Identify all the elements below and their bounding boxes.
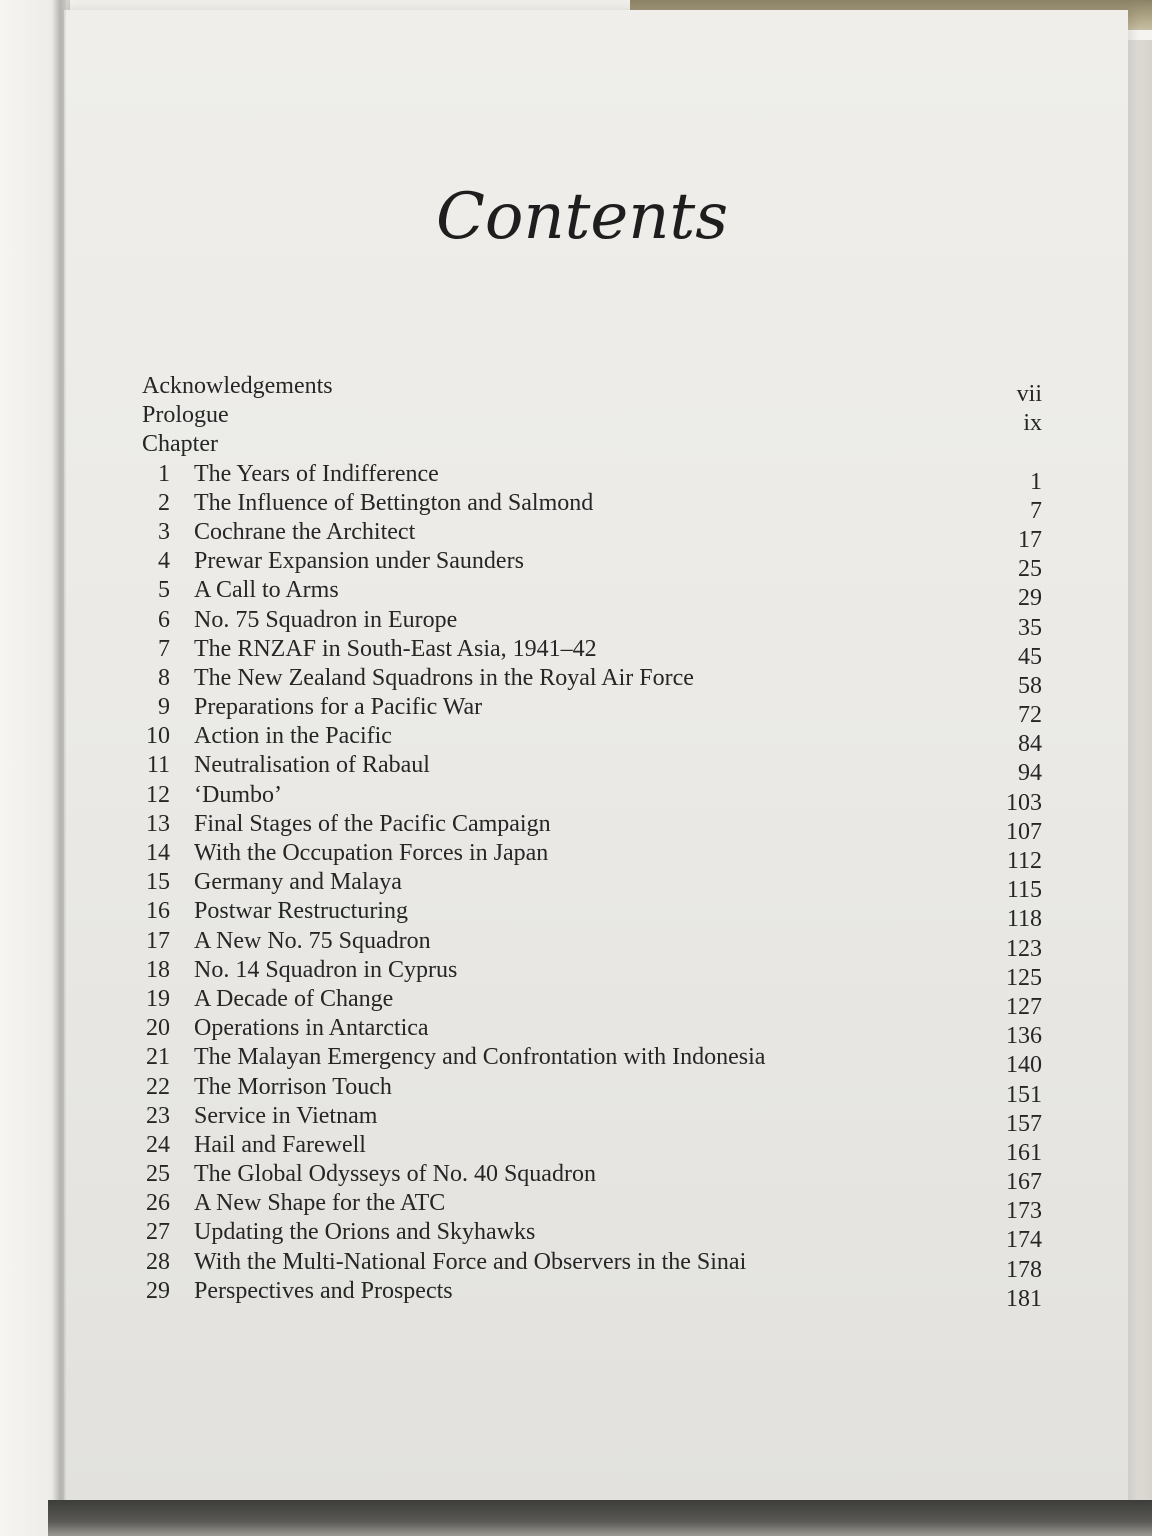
chapter-number: 1 <box>158 460 170 487</box>
chapter-title: Germany and Malaya <box>194 869 402 896</box>
toc-row-chapter <box>142 1277 1042 1312</box>
chapter-number: 9 <box>158 694 170 721</box>
front-matter-label: Prologue <box>142 402 229 429</box>
page-number: 127 <box>1006 993 1042 1020</box>
page-number: 35 <box>1018 614 1042 641</box>
page-number: 45 <box>1018 643 1042 670</box>
toc-row-acknowledgements <box>142 372 1042 407</box>
page-number: 167 <box>1006 1169 1042 1196</box>
toc-row-chapter <box>142 635 1042 670</box>
chapter-title: A New No. 75 Squadron <box>194 927 431 954</box>
chapter-number: 17 <box>146 927 170 954</box>
chapter-number: 7 <box>158 635 170 662</box>
page-number: 7 <box>1030 497 1042 524</box>
toc-row-chapter <box>142 1160 1042 1196</box>
toc-row-chapter <box>142 1073 1042 1108</box>
chapter-number: 25 <box>146 1161 170 1188</box>
toc-row-prologue <box>142 401 1042 437</box>
page-number: 178 <box>1006 1256 1042 1283</box>
page-number: vii <box>1016 381 1042 407</box>
chapter-number: 14 <box>146 840 170 866</box>
page-title: Contents <box>435 180 729 254</box>
chapter-number: 11 <box>146 752 170 779</box>
chapter-number: 6 <box>158 606 170 633</box>
page-number: 84 <box>1018 731 1042 758</box>
page-number: 151 <box>1006 1081 1042 1108</box>
page-number: 107 <box>1006 818 1042 845</box>
toc-row-chapter <box>142 576 1042 612</box>
page-number: 136 <box>1006 1023 1042 1050</box>
chapter-number: 16 <box>146 898 170 925</box>
toc-row-chapter <box>142 606 1042 641</box>
chapter-list <box>142 460 1042 1312</box>
chapter-number: 4 <box>158 548 170 575</box>
chapter-title: ‘Dumbo’ <box>194 781 282 808</box>
chapter-title: Hail and Farewell <box>194 1131 366 1158</box>
toc-row-chapter <box>142 664 1042 699</box>
chapter-number: 29 <box>146 1277 170 1304</box>
toc-row-chapter <box>142 1189 1042 1225</box>
chapter-title: Operations in Antarctica <box>194 1015 429 1042</box>
chapter-number: 2 <box>158 489 170 516</box>
chapter-title: Service in Vietnam <box>194 1102 378 1129</box>
chapter-title: The Influence of Bettington and Salmond <box>194 489 594 516</box>
page-number: 72 <box>1018 702 1042 729</box>
page-number: 140 <box>1006 1052 1042 1079</box>
toc-row-chapter <box>142 1218 1042 1254</box>
chapter-title: A New Shape for the ATC <box>194 1190 446 1217</box>
bottom-shadow <box>48 1500 1152 1536</box>
chapter-title: No. 14 Squadron in Cyprus <box>194 956 458 983</box>
toc-row-chapter <box>142 693 1042 729</box>
page-number: 17 <box>1018 526 1042 553</box>
right-page-edge <box>1126 40 1152 1500</box>
chapter-title: Prewar Expansion under Saunders <box>194 548 524 575</box>
chapter-title: The Morrison Touch <box>194 1073 392 1100</box>
chapter-title: The RNZAF in South-East Asia, 1941–42 <box>194 635 597 662</box>
toc-row-chapter <box>142 547 1042 583</box>
chapter-number: 13 <box>146 810 170 837</box>
chapter-number: 21 <box>146 1044 170 1071</box>
page-number: 161 <box>1006 1139 1042 1166</box>
page-number: 1 <box>1030 468 1042 495</box>
page-number: 181 <box>1006 1285 1042 1312</box>
chapter-number: 5 <box>158 577 170 604</box>
chapter-title: Perspectives and Prospects <box>194 1277 453 1304</box>
toc-row-chapter <box>142 956 1042 991</box>
chapter-title: The Years of Indifference <box>194 460 439 487</box>
chapter-title: Cochrane the Architect <box>194 518 416 545</box>
page-number: 103 <box>1006 789 1042 816</box>
page-number: 123 <box>1006 935 1042 962</box>
toc-row-chapter <box>142 1014 1042 1050</box>
toc-row-chapter <box>142 751 1042 787</box>
page-number: 58 <box>1018 672 1042 699</box>
page-number: 125 <box>1006 964 1042 991</box>
toc-row-chapter <box>142 460 1042 495</box>
chapter-number: 3 <box>158 518 170 545</box>
chapter-title: Preparations for a Pacific War <box>194 694 483 721</box>
chapter-number: 12 <box>146 781 170 808</box>
toc-row-chapter <box>142 722 1042 758</box>
page-number: 174 <box>1006 1227 1042 1254</box>
toc-row-chapter <box>142 868 1042 904</box>
chapter-title: The Malayan Emergency and Confrontation with Indonesia <box>194 1044 766 1071</box>
chapter-number: 8 <box>158 664 170 691</box>
page-number: 25 <box>1018 556 1042 583</box>
page-number: 94 <box>1018 760 1042 787</box>
toc-row-chapter <box>142 897 1042 933</box>
chapter-number: 23 <box>146 1102 170 1129</box>
chapter-number: 26 <box>146 1190 170 1217</box>
chapter-number: 22 <box>146 1073 170 1100</box>
chapter-number: 24 <box>146 1131 170 1158</box>
page-number: 112 <box>1006 848 1042 874</box>
page-number: 157 <box>1006 1110 1042 1137</box>
toc-row-chapter <box>142 985 1042 1020</box>
page-number: 173 <box>1006 1198 1042 1225</box>
chapter-number: 19 <box>146 985 170 1012</box>
chapter-heading: Chapter <box>142 431 218 458</box>
toc-row-chapter <box>142 489 1042 524</box>
toc-row-chapter <box>142 1043 1042 1079</box>
chapter-title: The New Zealand Squadrons in the Royal Air Force <box>194 664 694 691</box>
toc-row-chapter <box>142 518 1042 553</box>
chapter-number: 18 <box>146 956 170 983</box>
chapter-title: The Global Odysseys of No. 40 Squadron <box>194 1161 596 1188</box>
chapter-title: Neutralisation of Rabaul <box>194 752 430 779</box>
page-number: 29 <box>1018 585 1042 612</box>
chapter-title: Final Stages of the Pacific Campaign <box>194 810 551 837</box>
toc-row-chapter <box>142 1102 1042 1137</box>
table-of-contents <box>142 372 1042 1312</box>
chapter-title: A Call to Arms <box>194 577 339 604</box>
chapter-number: 28 <box>146 1248 170 1275</box>
chapter-number: 10 <box>146 723 170 750</box>
chapter-number: 20 <box>146 1015 170 1042</box>
chapter-title: Action in the Pacific <box>194 723 392 750</box>
page-number: 118 <box>1006 906 1042 933</box>
chapter-heading-row <box>142 430 1042 459</box>
page-number: 115 <box>1006 877 1042 904</box>
chapter-number: 15 <box>146 869 170 896</box>
chapter-number: 27 <box>146 1219 170 1246</box>
toc-row-chapter <box>142 1248 1042 1283</box>
chapter-title: Updating the Orions and Skyhawks <box>194 1219 536 1246</box>
chapter-title: A Decade of Change <box>194 985 394 1012</box>
toc-row-chapter <box>142 927 1042 962</box>
chapter-title: Postwar Restructuring <box>194 898 408 925</box>
chapter-title: With the Multi-National Force and Observers in the Sinai <box>194 1248 747 1275</box>
toc-row-chapter <box>142 839 1042 874</box>
toc-row-chapter <box>142 781 1042 816</box>
toc-row-chapter <box>142 810 1042 845</box>
chapter-title: With the Occupation Forces in Japan <box>194 840 549 866</box>
toc-row-chapter <box>142 1131 1042 1166</box>
front-matter-label: Acknowledgements <box>142 373 333 399</box>
page-number: ix <box>1023 410 1042 437</box>
chapter-title: No. 75 Squadron in Europe <box>194 606 458 633</box>
